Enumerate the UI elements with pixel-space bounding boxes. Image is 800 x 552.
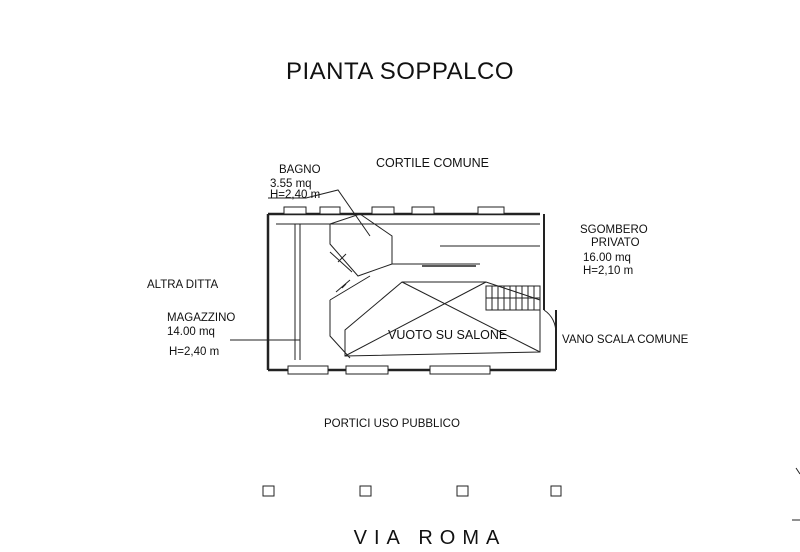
vuoto-outline xyxy=(345,282,540,356)
label-vuoto: VUOTO SU SALONE xyxy=(388,328,508,342)
portico-pillars xyxy=(263,486,561,496)
label-vano-scala: VANO SCALA COMUNE xyxy=(562,334,689,346)
corridor xyxy=(330,264,480,358)
label-sgombero-name2: PRIVATO xyxy=(591,237,640,249)
label-magazzino-name: MAGAZZINO xyxy=(167,312,236,324)
stair-symbol xyxy=(486,286,540,310)
label-magazzino-height: H=2,40 m xyxy=(169,346,220,358)
bagno-diag xyxy=(330,252,352,272)
wall-right xyxy=(544,214,556,370)
drawing-title: PIANTA SOPPALCO xyxy=(285,58,514,85)
door-swing xyxy=(544,310,556,334)
label-altra-ditta: ALTRA DITTA xyxy=(147,279,219,291)
label-sgombero-name: SGOMBERO xyxy=(580,224,648,236)
label-bagno-height: H=2,40 m xyxy=(270,189,321,201)
label-bagno-name: BAGNO xyxy=(279,164,321,176)
label-bagno-area: 3.55 mq xyxy=(270,178,312,190)
street-name: VIA ROMA xyxy=(353,527,507,549)
label-magazzino-area: 14.00 mq xyxy=(167,326,215,338)
label-cortile: CORTILE COMUNE xyxy=(376,156,489,170)
label-sgombero-area: 16.00 mq xyxy=(583,252,631,264)
vuoto-cross-1 xyxy=(345,282,486,356)
edge-mark xyxy=(792,468,800,520)
label-portici: PORTICI USO PUBBLICO xyxy=(324,418,460,430)
label-sgombero-height: H=2,10 m xyxy=(583,265,634,277)
